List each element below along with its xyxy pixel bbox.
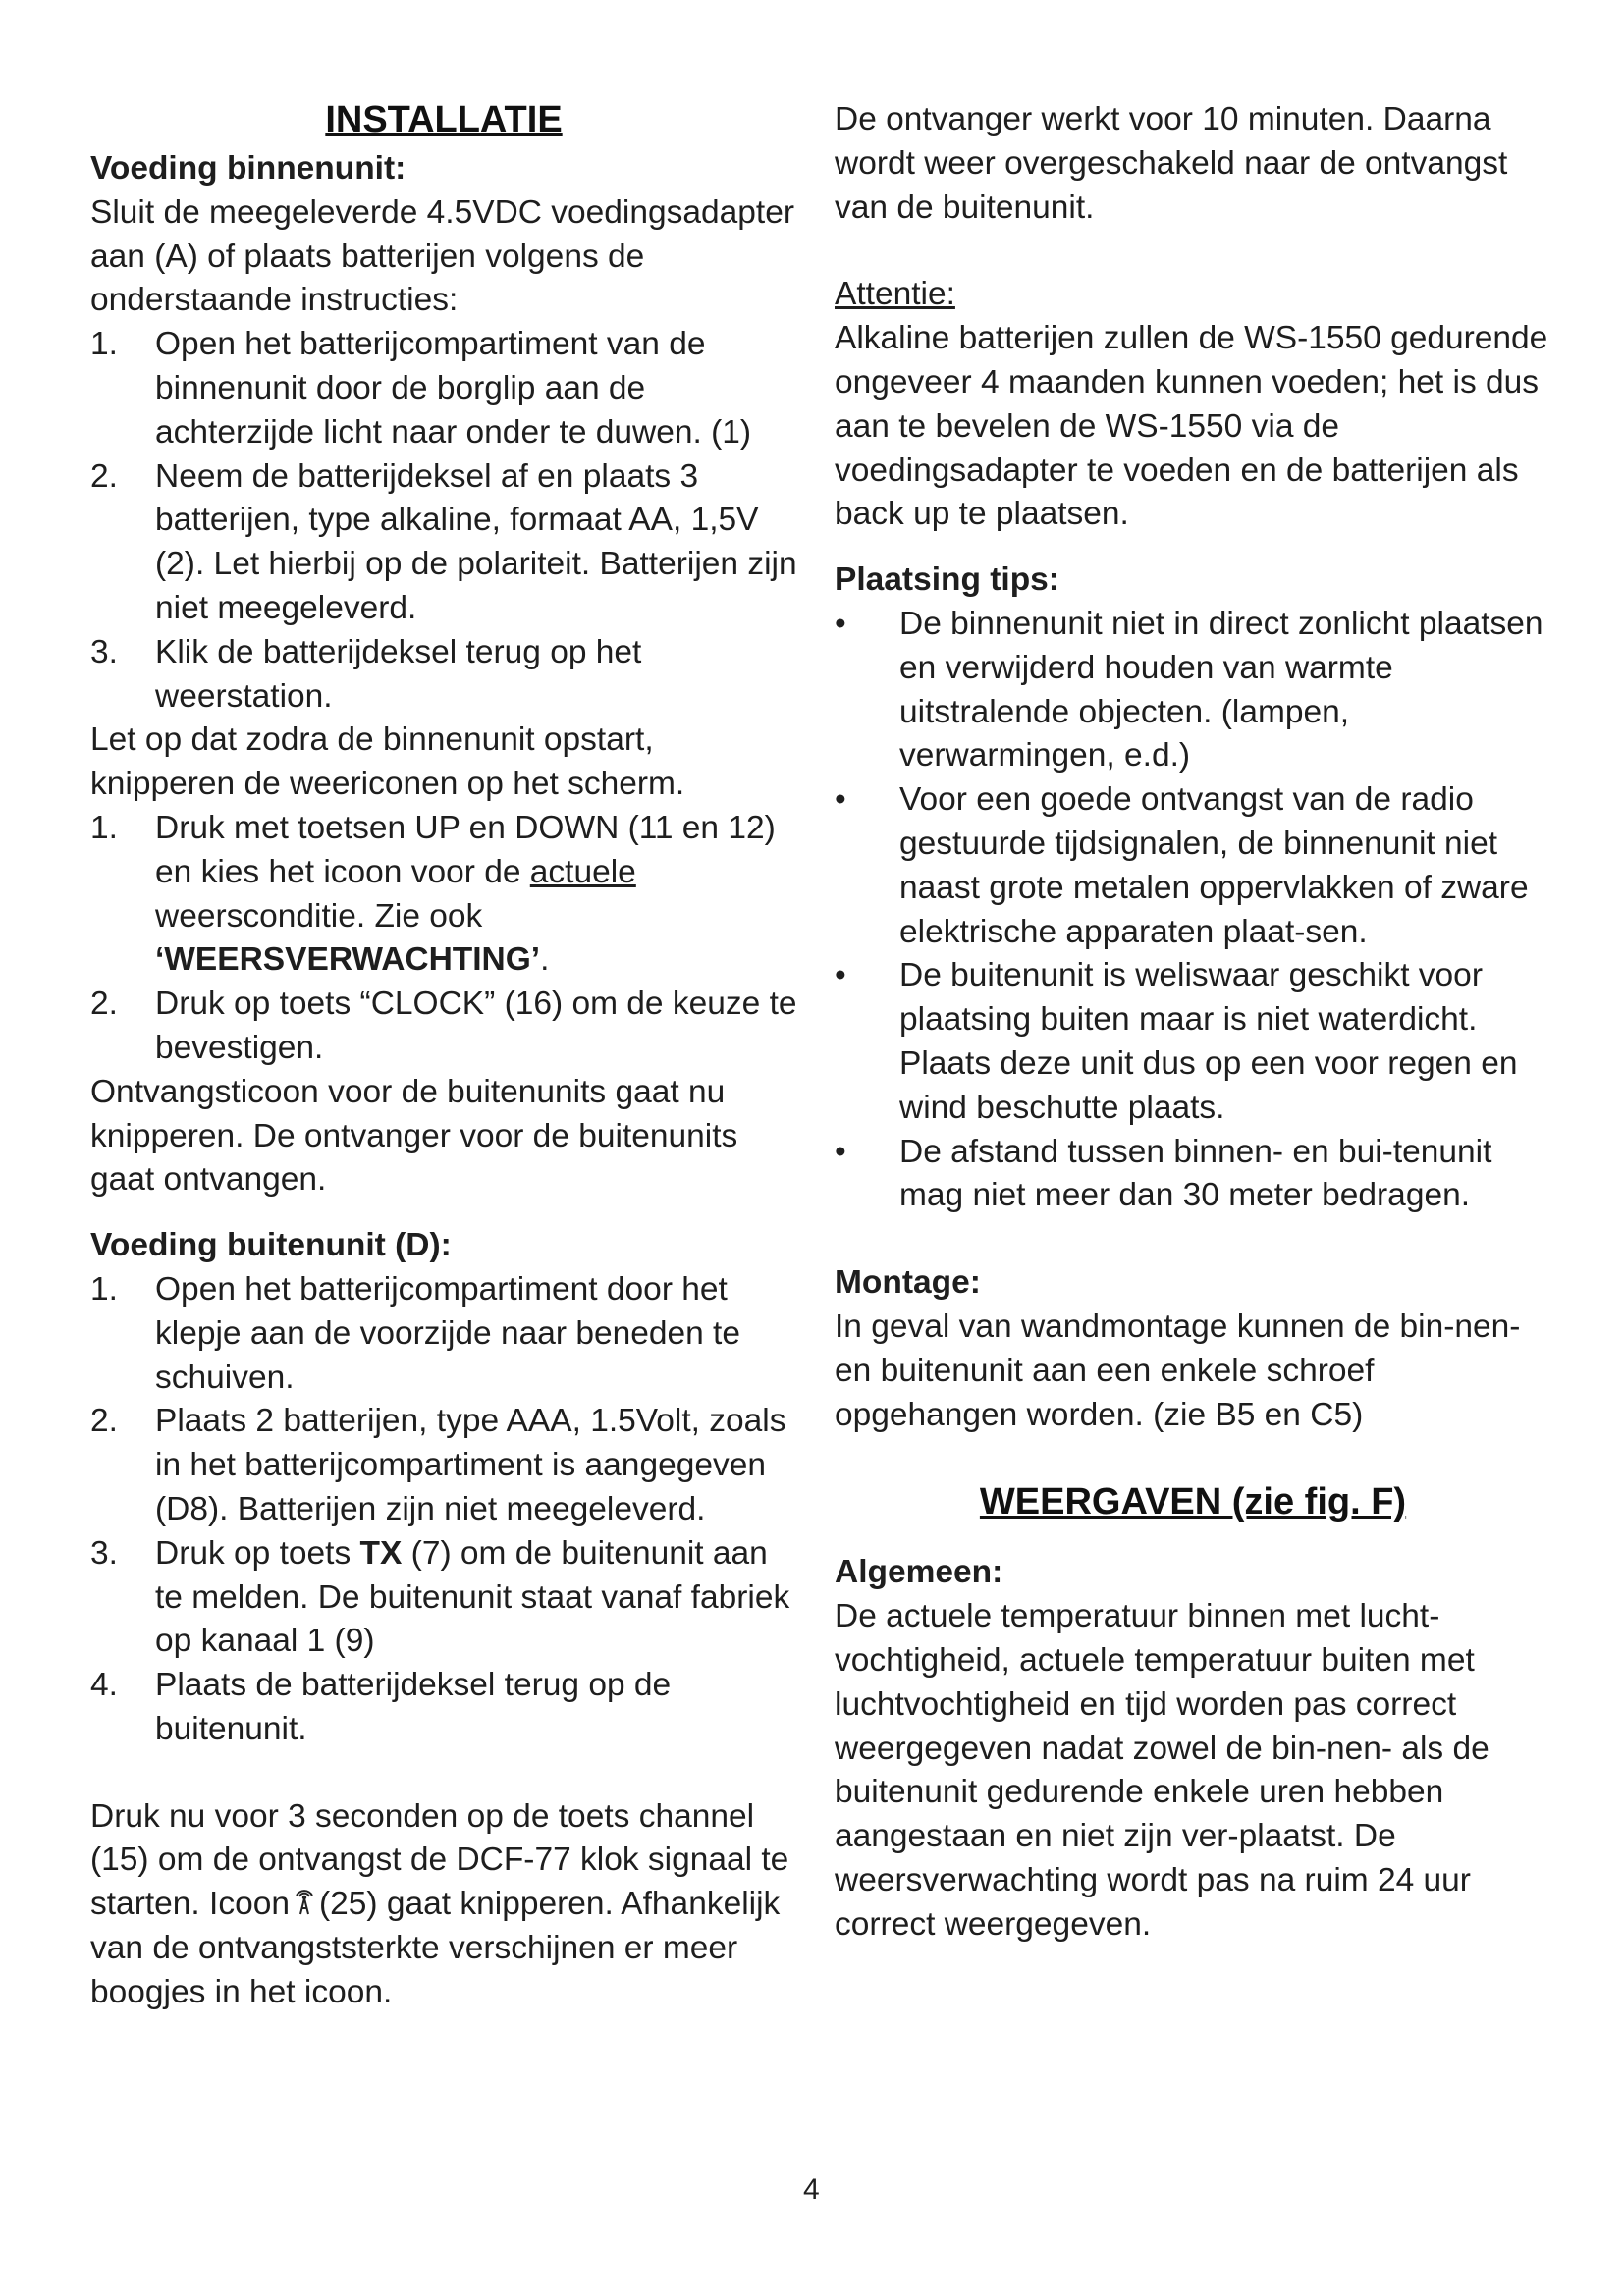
weersverwachting-ref: ‘WEERSVERWACHTING’ (155, 941, 541, 979)
continue-text: De ontvanger werkt voor 10 minuten. Daarna wordt weer overgeschakeld naar de ontvangst van de buitenunit. (835, 101, 1508, 226)
list-number: 1. (90, 1270, 118, 1308)
list-item-text: Druk op toets “CLOCK” (16) om de keuze te bevestigen. (155, 986, 797, 1066)
weather-step1-part-b: weersconditie. Zie ook (155, 897, 483, 934)
list-item (90, 1268, 797, 1400)
general-heading: Algemeen: (835, 1554, 1003, 1591)
indoor-power-heading: Voeding binnenunit: (90, 150, 406, 187)
list-item-text: Neem de batterijdeksel af en plaats 3 batterijen, type alkaline, formaat AA, 1,5V (2). Let hierbij op de polariteit. Batterijen zijn niet meegeleverd. (155, 457, 797, 626)
outdoor-step3-part-b: (7) om de buitenunit aan te melden. De buitenunit staat vanaf fabriek op kanaal 1 (9) (155, 1534, 790, 1660)
startup-text: Let op dat zodra de binnenunit opstart, knipperen de weericonen op het scherm. (90, 721, 685, 803)
spacer (90, 1752, 797, 1795)
actuele-underlined: actuele (529, 853, 636, 890)
dcf-text-a: Druk nu voor 3 seconden op de toets channel (15) om de ontvangst de DCF-77 klok signaal te starten. Icoon (90, 1797, 789, 1923)
list-item-text: De binnenunit niet in direct zonlicht plaatsen en verwijderd houden van warmte uitstralende objecten. (lampen, verwarmingen, e.d.) (899, 605, 1543, 774)
list-item-text: Open het batterijcompartiment door het klepje aan de voorzijde naar beneden te schuiven. (155, 1270, 740, 1396)
list-number: 1. (90, 809, 118, 846)
list-item-text: De buitenunit is weliswaar geschikt voor plaatsing buiten maar is niet waterdicht. Plaats deze unit dus op een voor regen en wind beschutte plaats. (899, 957, 1518, 1126)
list-item-text: Voor een goede ontvangst van de radio gestuurde tijdsignalen, de binnenunit niet naast grote metalen oppervlakken of zware elektrische apparaten plaat-sen. (899, 781, 1529, 950)
weather-step1-part-a: Druk met toetsen UP en DOWN (11 en 12) en kies het icoon voor de (155, 809, 776, 890)
attention-text: Alkaline batterijen zullen de WS-1550 gedurende ongeveer 4 maanden kunnen voeden; het is dus aan te bevelen de WS-1550 via de voedingsadapter te voeden en de batterijen als back up te plaatsen. (835, 320, 1548, 533)
bullet-marker: • (835, 1133, 846, 1170)
mounting-text: In geval van wandmontage kunnen de bin-nen- en buitenunit aan een enkele schroef opgehangen worden. (zie B5 en C5) (835, 1308, 1521, 1433)
list-item (90, 1400, 797, 1531)
list-number: 3. (90, 1534, 118, 1572)
list-item (835, 1131, 1551, 1219)
list-item (90, 1532, 797, 1664)
dcf-text-b: (25) gaat knipperen. Afhankelijk van de ontvangststerkte verschijnen er meer boogjes in het icoon. (90, 1886, 781, 2010)
list-number: 2. (90, 457, 118, 495)
mounting-heading: Montage: (835, 1264, 981, 1302)
list-item-text: De afstand tussen binnen- en bui-tenunit mag niet meer dan 30 meter bedragen. (899, 1133, 1492, 1214)
outdoor-power-heading: Voeding buitenunit (D): (90, 1227, 452, 1264)
placement-tips-list (835, 603, 1551, 1218)
spacer (835, 1218, 1551, 1261)
placement-tips-heading: Plaatsing tips: (835, 561, 1059, 599)
reception-text: Ontvangsticoon voor de buitenunits gaat nu knipperen. De ontvanger voor de buitenunits gaat ontvangen. (90, 1073, 738, 1199)
indoor-intro: Sluit de meegeleverde 4.5VDC voedingsadapter aan (A) of plaats batterijen volgens de onderstaande instructies: (90, 193, 794, 319)
indoor-steps-list (90, 323, 797, 719)
list-item-text: Plaats 2 batterijen, type AAA, 1.5Volt, zoals in het batterijcompartiment is aangegeven (D8). Batterijen zijn niet meegeleverd. (155, 1403, 786, 1527)
list-item (835, 954, 1551, 1130)
list-item (90, 1664, 797, 1752)
list-item-text: Open het batterijcompartiment van de binnenunit door de borglip aan de achterzijde licht naar onder te duwen. (1) (155, 326, 752, 451)
bullet-marker: • (835, 605, 846, 642)
attention-label: Attentie: (835, 276, 955, 313)
antenna-signal-icon (294, 1885, 315, 1914)
spacer (835, 230, 1551, 273)
list-number: 1. (90, 326, 118, 363)
list-number: 4. (90, 1667, 118, 1704)
weergaven-title: WEERGAVEN (zie fig. F) (979, 1481, 1407, 1523)
list-item (90, 455, 797, 631)
page-number: 4 (803, 2173, 820, 2206)
list-number: 3. (90, 633, 118, 670)
list-item (90, 631, 797, 720)
installatie-title: INSTALLATIE (325, 99, 563, 140)
list-item (835, 603, 1551, 778)
right-column (835, 98, 1551, 1947)
weather-steps-list (90, 807, 797, 1071)
list-item (835, 778, 1551, 954)
list-number: 2. (90, 986, 118, 1023)
list-number: 2. (90, 1403, 118, 1440)
list-item (90, 323, 797, 454)
list-item-text: Klik de batterijdeksel terug op het weerstation. (155, 633, 642, 715)
weather-step1-part-c: . (540, 941, 550, 979)
tx-key: TX (359, 1534, 403, 1572)
general-text: De actuele temperatuur binnen met lucht-vochtigheid, actuele temperatuur buiten met luchtvochtigheid en tijd worden pas correct weergegeven nadat zowel de bin-nen- als de buitenunit gedurende enkele uren hebben aangestaan en niet zijn ver-plaatst. De weersverwachting wordt pas na ruim 24 uur correct weergegeven. (835, 1598, 1489, 1943)
left-column (90, 98, 797, 2015)
spacer (835, 1437, 1551, 1480)
list-item (90, 983, 797, 1071)
spacer (835, 537, 1551, 559)
dcf-paragraph (90, 1795, 797, 2015)
spacer (90, 1202, 797, 1224)
outdoor-step3-part-a: Druk op toets (155, 1534, 360, 1572)
bullet-marker: • (835, 781, 846, 819)
outdoor-steps-list (90, 1268, 797, 1752)
list-item (90, 807, 797, 983)
bullet-marker: • (835, 957, 846, 994)
list-item-text: Plaats de batterijdeksel terug op de buitenunit. (155, 1667, 672, 1747)
spacer (835, 1529, 1551, 1551)
